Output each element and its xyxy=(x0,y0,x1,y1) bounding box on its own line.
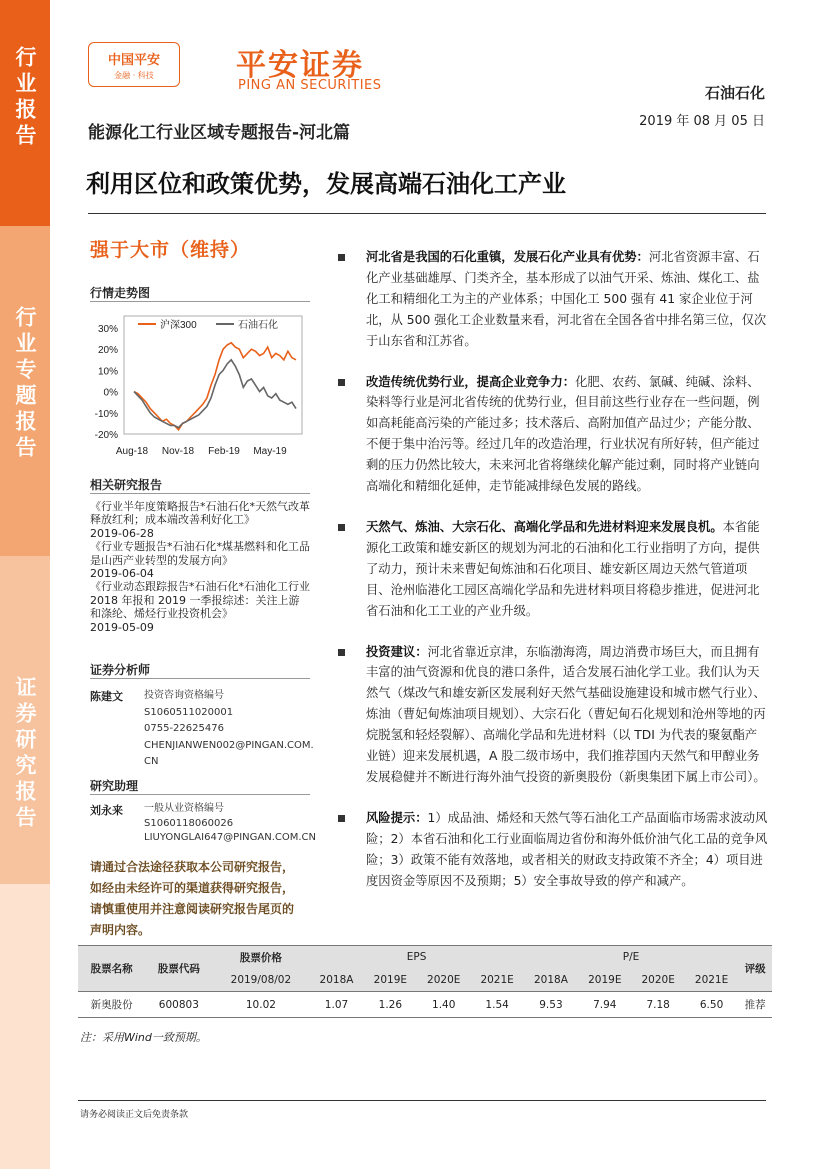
band-segment-research xyxy=(0,556,50,884)
cell-pe: 7.94 xyxy=(578,992,631,1018)
cell-eps: 1.26 xyxy=(364,992,417,1018)
analyst-heading: 证券分析师 xyxy=(90,663,151,677)
related-report-date: 2019-06-04 xyxy=(90,567,154,581)
section-divider xyxy=(90,493,310,494)
band-label: 行业报告 xyxy=(13,46,37,150)
valuation-table xyxy=(78,945,772,1018)
assistant-info xyxy=(144,802,317,846)
footer-disclaimer: 请务必阅读正文后免责条款 xyxy=(80,1110,189,1120)
footer-divider xyxy=(78,1100,766,1101)
cell-rating: 推荐 xyxy=(738,992,772,1018)
rating-label: 强于大市（维持） xyxy=(90,239,251,261)
report-date: 2019 年 08 月 05 日 xyxy=(639,114,765,129)
key-point-text: 河北省靠近京津，东临渤海湾，周边消费市场巨大，而且拥有丰富的油气资源和优良的港口条件，适合发展石油化学工业。我们认为天然气（煤改气和雄安新区发展利好天然气基础设施建设和城市燃气行业）、炼油（曹妃甸炼油项目规划）、大宗石化（曹妃甸石化规划和沧州等地的丙烷脱氢和轻烃裂解）、高端化学品和先进材料（以 TDI 为代表的聚氨酯产业链）迎来发展机遇，A 股二级市场中，我们推荐国内天然气和甲醇业务发展稳健并不断进行海外油气投资的新奥股份（新奥集团下属上市公司）。 xyxy=(366,644,766,784)
band-segment-blank xyxy=(0,884,50,1169)
related-report-date: 2019-05-09 xyxy=(90,620,154,634)
key-point xyxy=(336,372,768,497)
key-point-lead: 天然气、炼油、大宗石化、高端化学品和先进材料迎来发展良机。 xyxy=(366,519,723,534)
col-header-year: 2019E xyxy=(578,969,631,992)
chart-frame xyxy=(124,316,302,434)
report-subtitle: 能源化工行业区域专题报告-河北篇 xyxy=(88,123,351,143)
col-header-year: 2020E xyxy=(417,969,470,992)
key-point-lead: 改造传统优势行业，提高企业竞争力： xyxy=(366,374,576,389)
key-point xyxy=(336,808,768,892)
key-point xyxy=(336,517,768,622)
col-header-price: 股票价格 xyxy=(212,946,309,969)
band-segment-report-subtype xyxy=(0,226,50,556)
report-title: 利用区位和政策优势，发展高端石油化工产业 xyxy=(86,170,566,198)
section-divider xyxy=(90,678,310,679)
table-note: 注：采用Wind一致预期。 xyxy=(80,1031,207,1044)
assistant-name: 刘永来 xyxy=(90,804,123,817)
key-point-text: 化肥、农药、氯碱、纯碱、涂料、染料等行业是河北省传统的优势行业，但目前这些行业存在一些问题，例如高耗能高污染的产能过多；技术落后、高附加值产品过少；产能分散、不便于集中治污等。经过几年的改造治理，行业状况有所好转，但产能过剩的压力仍然比较大，未来河北省将继续化解产能过剩，同时将产业链向高端化和精细化延伸，走节能减排绿色发展的路线。 xyxy=(366,374,760,494)
x-tick-label: Feb-19 xyxy=(208,446,240,457)
x-tick-label: May-19 xyxy=(253,446,287,457)
y-tick-label: -10% xyxy=(94,408,118,420)
table-row xyxy=(78,992,772,1018)
section-divider xyxy=(90,301,310,302)
sector-label: 石油石化 xyxy=(704,84,765,102)
related-report-date: 2019-06-28 xyxy=(90,526,154,540)
brand-name: 平安证券 xyxy=(236,48,364,83)
y-tick-label: -20% xyxy=(94,430,118,441)
y-tick-label: 10% xyxy=(97,366,118,378)
assistant-email[interactable]: LIUYONGLAI647@PINGAN.COM.CN xyxy=(144,832,317,843)
legend-label: 石油石化 xyxy=(238,320,278,331)
col-header-name: 股票名称 xyxy=(78,946,145,992)
bullet-square-icon xyxy=(338,649,345,656)
cell-code: 600803 xyxy=(145,992,212,1018)
ping-an-group-logo xyxy=(88,42,180,87)
y-tick-label: 20% xyxy=(97,345,118,357)
x-tick-label: Aug-18 xyxy=(115,446,149,457)
cell-pe: 7.18 xyxy=(631,992,684,1018)
cell-pe: 9.53 xyxy=(524,992,578,1018)
col-header-year: 2018A xyxy=(309,969,363,992)
related-heading: 相关研究报告 xyxy=(90,478,163,492)
bullet-square-icon xyxy=(338,815,345,822)
y-tick-label: 30% xyxy=(97,324,118,335)
col-header-pe: P/E xyxy=(524,946,738,969)
related-report-title[interactable]: 《行业动态跟踪报告*石油石化*石油化工行业 2018 年报和 2019 一季报综述：关注上游和涤纶、烯烃行业投资机会》 xyxy=(90,580,310,621)
key-point xyxy=(336,642,768,788)
key-point-text: 河北省资源丰富、石化产业基础雄厚、门类齐全，基本形成了以油气开采、炼油、煤化工、盐化工和精细化工为主的产业体系；中国化工 500 强有 41 家企业位于河北，从 500 强化工企业数量来看，河北省在全国各省中排名第三位，仅次于山东省和江苏省。 xyxy=(366,250,767,348)
col-header-year: 2021E xyxy=(470,969,523,992)
col-header-year: 2021E xyxy=(685,969,738,992)
side-band xyxy=(0,0,50,1169)
header-divider xyxy=(88,213,766,214)
band-segment-report-type xyxy=(0,0,50,226)
legend-label: 沪深300 xyxy=(160,320,197,331)
col-header-year: 2018A xyxy=(524,969,578,992)
x-tick-label: Nov-18 xyxy=(161,446,195,457)
cell-price: 10.02 xyxy=(212,992,309,1018)
key-point-lead: 河北省是我国的石化重镇，发展石化产业具有优势： xyxy=(366,250,649,264)
key-point-lead: 风险提示： xyxy=(366,810,428,825)
y-tick-label: 0% xyxy=(103,387,118,399)
key-point-text: 本省能源化工政策和雄安新区的规划为河北的石油和化工行业指明了方向，提供了动力，预计未来曹妃甸炼油和石化项目、雄安新区周边天然气管道项目、沧州临港化工园区高端化学品和先进材料项目将稳步推进，促进河北省石油和化工工业的产业升级。 xyxy=(366,519,760,618)
key-point xyxy=(336,247,768,352)
analyst-license: S1060511020001 xyxy=(144,706,234,718)
assistant-license: S1060118060026 xyxy=(144,817,234,829)
col-header-year: 2019E xyxy=(364,969,417,992)
col-header-year: 2020E xyxy=(631,969,684,992)
logo-subtext: 金融 · 科技 xyxy=(114,71,154,80)
col-header-eps: EPS xyxy=(309,946,523,969)
logo-text: 中国平安 xyxy=(107,53,160,68)
cell-name: 新奥股份 xyxy=(78,992,145,1018)
cell-pe: 6.50 xyxy=(685,992,738,1018)
related-report-title[interactable]: 《行业半年度策略报告*石油石化*天然气改革释放红利；成本端改善利好化工》 xyxy=(90,500,310,527)
legal-notice: 请通过合法途径获取本公司研究报告，如经由未经许可的渠道获得研究报告，请慎重使用并注意阅读研究报告尾页的声明内容。 xyxy=(90,860,295,937)
bullet-square-icon xyxy=(338,254,345,261)
band-label: 证券研究报告 xyxy=(13,676,37,832)
chart-heading: 行情走势图 xyxy=(90,286,151,300)
key-points xyxy=(336,247,768,911)
analyst-name: 陈建文 xyxy=(90,690,123,703)
assistant-heading: 研究助理 xyxy=(90,779,139,793)
col-header-rating: 评级 xyxy=(738,946,772,992)
market-trend-chart xyxy=(88,308,313,463)
cell-eps: 1.54 xyxy=(470,992,523,1018)
related-report-title[interactable]: 《行业专题报告*石油石化*煤基燃料和化工品是山西产业转型的发展方向》 xyxy=(90,540,310,567)
related-reports-list xyxy=(90,500,310,634)
band-label: 行业专题报告 xyxy=(13,306,37,462)
col-header-price-date: 2019/08/02 xyxy=(212,969,309,992)
bullet-square-icon xyxy=(338,379,345,386)
assistant-info-line: 一般从业资格编号 xyxy=(144,803,224,814)
col-header-code: 股票代码 xyxy=(145,946,212,992)
cell-eps: 1.07 xyxy=(309,992,363,1018)
bullet-square-icon xyxy=(338,524,345,531)
key-point-lead: 投资建议： xyxy=(366,644,428,659)
analyst-email-cont[interactable]: CN xyxy=(144,756,159,767)
analyst-info-line: 投资咨询资格编号 xyxy=(144,690,224,701)
analyst-info xyxy=(144,688,314,771)
brand-name-en: PING AN SECURITIES xyxy=(238,78,382,93)
cell-eps: 1.40 xyxy=(417,992,470,1018)
key-point-text: 1）成品油、烯烃和天然气等石油化工产品面临市场需求波动风险；2）本省石油和化工行业面临周边省份和海外低价油气化工品的竞争风险；3）政策不能有效落地，或者相关的财政支持政策不齐全；4）项目进度因资金等原因不及预期；5）安全事故导致的停产和减产。 xyxy=(366,810,768,888)
analyst-phone: 0755-22625476 xyxy=(144,723,224,734)
analyst-email[interactable]: CHENJIANWEN002@PINGAN.COM. xyxy=(144,739,314,751)
section-divider xyxy=(90,794,310,795)
